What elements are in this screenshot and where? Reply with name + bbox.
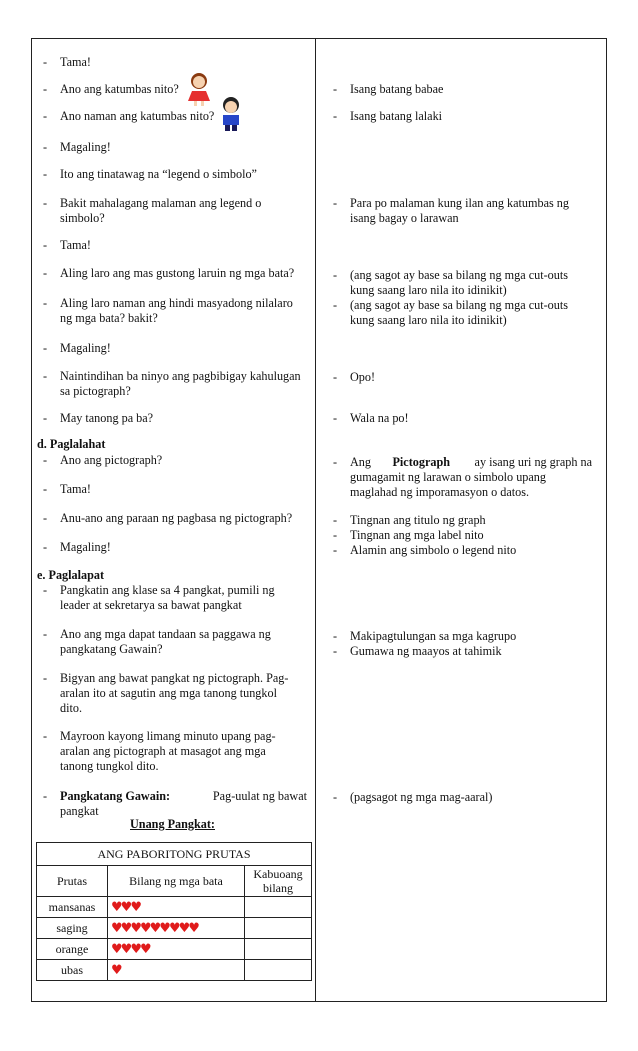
right-line: Wala na po! xyxy=(350,411,409,425)
dash: - xyxy=(333,513,338,527)
right-line: gumagamit ng larawan o simbolo upang xyxy=(350,470,546,484)
right-line: (ang sagot ay base sa bilang ng mga cut-outs xyxy=(350,298,568,312)
right-line: maglahad ng imporamasyon o datos. xyxy=(350,485,530,499)
dash: - xyxy=(43,82,48,96)
left-line: Bakit mahalagang malaman ang legend o xyxy=(60,196,262,210)
left-line: ng mga bata? bakit? xyxy=(60,311,158,325)
left-line: Ano ang mga dapat tandaan sa paggawa ng xyxy=(60,627,271,641)
fruit-cell: orange xyxy=(37,939,108,960)
section-d-heading: d. Paglalahat xyxy=(37,437,106,451)
dash: - xyxy=(333,528,338,542)
heart-icon: ♥ xyxy=(139,941,150,957)
left-line: aralan ang pictograph at masagot ang mga xyxy=(60,744,266,758)
dash: - xyxy=(43,411,48,425)
half-heart-icon: ♥ xyxy=(188,920,198,936)
left-line: Naintindihan ba ninyo ang pagbibigay kahulugan xyxy=(60,369,301,383)
dash: - xyxy=(333,629,338,643)
column-divider xyxy=(315,38,316,1002)
dash: - xyxy=(43,369,48,383)
left-line xyxy=(60,789,307,804)
dash: - xyxy=(43,296,48,310)
left-line: Aling laro ang mas gustong laruin ng mga bata? xyxy=(60,266,295,280)
heart-icon: ♥ xyxy=(130,899,140,915)
left-line: aralan ito at sagutin ang mga tanong tungkol xyxy=(60,686,277,700)
dash: - xyxy=(43,671,48,685)
left-line: Ano ang pictograph? xyxy=(60,453,163,467)
r8-pre: Ang xyxy=(350,455,371,469)
hearts-cell xyxy=(108,939,245,960)
heart-icon: ♥ xyxy=(111,920,121,936)
dash: - xyxy=(43,627,48,641)
left-line: dito. xyxy=(60,701,83,715)
total-cell xyxy=(245,897,312,918)
heart-icon: ♥ xyxy=(111,899,121,915)
dash: - xyxy=(43,109,48,123)
column-header: Prutas xyxy=(37,866,108,897)
heart-icon: ♥ xyxy=(130,941,140,957)
left-line: Bigyan ang bawat pangkat ng pictograph. Pag- xyxy=(60,671,289,685)
right-line: kung saang laro nila ito idinikit) xyxy=(350,313,507,327)
pictograph-table xyxy=(36,842,312,981)
r8-post: ay isang uri ng graph na xyxy=(471,455,592,469)
heart-icon: ♥ xyxy=(120,941,131,957)
dash: - xyxy=(333,790,338,804)
left-line: simbolo? xyxy=(60,211,105,225)
dash: - xyxy=(43,167,48,181)
heart-icon: ♥ xyxy=(159,920,169,936)
heart-icon: ♥ xyxy=(120,920,131,936)
dash: - xyxy=(43,511,48,525)
fruit-cell: mansanas xyxy=(37,897,108,918)
right-line: kung saang laro nila ito idinikit) xyxy=(350,283,507,297)
right-line: Tingnan ang mga label nito xyxy=(350,528,484,542)
heart-icon: ♥ xyxy=(149,920,160,936)
left-line: Mayroon kayong limang minuto upang pag- xyxy=(60,729,276,743)
left-line-rest: Pag-uulat ng bawat xyxy=(209,789,307,803)
dash: - xyxy=(43,55,48,69)
left-line: Magaling! xyxy=(60,540,111,554)
heart-icon: ♥ xyxy=(130,920,140,936)
dash: - xyxy=(43,482,48,496)
group-heading: Unang Pangkat: xyxy=(130,817,215,831)
left-line: leader at sekretarya sa bawat pangkat xyxy=(60,598,242,612)
fruit-cell: saging xyxy=(37,918,108,939)
heart-icon: ♥ xyxy=(111,962,121,978)
dash: - xyxy=(333,196,338,210)
dash: - xyxy=(333,644,338,658)
right-line: Para po malaman kung ilan ang katumbas ng xyxy=(350,196,569,210)
heart-icon: ♥ xyxy=(168,920,179,936)
hearts-cell xyxy=(108,960,245,981)
left-line: Aling laro naman ang hindi masyadong nilalaro xyxy=(60,296,293,310)
left-line: Tama! xyxy=(60,482,91,496)
girl-icon xyxy=(186,71,212,107)
left-line: Tama! xyxy=(60,238,91,252)
heart-icon: ♥ xyxy=(139,920,150,936)
right-line: (ang sagot ay base sa bilang ng mga cut-outs xyxy=(350,268,568,282)
dash: - xyxy=(43,540,48,554)
right-line: Tingnan ang titulo ng graph xyxy=(350,513,486,527)
hearts-cell xyxy=(108,918,245,939)
right-line xyxy=(350,455,592,470)
right-line: Alamin ang simbolo o legend nito xyxy=(350,543,517,557)
pangkatang-gawain-label: Pangkatang Gawain: xyxy=(60,789,171,803)
left-line: pangkat xyxy=(60,804,99,818)
heart-icon: ♥ xyxy=(111,941,121,957)
right-line: Isang batang babae xyxy=(350,82,444,96)
left-line: May tanong pa ba? xyxy=(60,411,154,425)
boy-icon xyxy=(218,96,244,132)
dash: - xyxy=(43,266,48,280)
dash: - xyxy=(333,411,338,425)
dash: - xyxy=(333,268,338,282)
dash: - xyxy=(333,455,338,469)
dash: - xyxy=(43,583,48,597)
section-e-heading: e. Paglalapat xyxy=(37,568,105,582)
right-line: Isang batang lalaki xyxy=(350,109,443,123)
left-line: Ito ang tinatawag na “legend o simbolo” xyxy=(60,167,257,181)
total-cell xyxy=(245,939,312,960)
right-line: Opo! xyxy=(350,370,376,384)
dash: - xyxy=(333,543,338,557)
right-line: Makipagtulungan sa mga kagrupo xyxy=(350,629,517,643)
table-title: ANG PABORITONG PRUTAS xyxy=(37,843,312,866)
left-line: tanong tungkol dito. xyxy=(60,759,159,773)
dash: - xyxy=(43,341,48,355)
dash: - xyxy=(333,82,338,96)
table-row xyxy=(37,960,312,981)
table-row xyxy=(37,918,312,939)
left-line: sa pictograph? xyxy=(60,384,131,398)
dash: - xyxy=(43,238,48,252)
total-cell xyxy=(245,918,312,939)
dash: - xyxy=(333,370,338,384)
column-header: Bilang ng mga bata xyxy=(108,866,245,897)
fruit-cell: ubas xyxy=(37,960,108,981)
table-row xyxy=(37,939,312,960)
right-line: (pagsagot ng mga mag-aaral) xyxy=(350,790,493,804)
dash: - xyxy=(43,729,48,743)
hearts-cell xyxy=(108,897,245,918)
left-line: Ano naman ang katumbas nito? xyxy=(60,109,215,123)
dash: - xyxy=(43,196,48,210)
dash: - xyxy=(43,140,48,154)
left-line: Pangkatin ang klase sa 4 pangkat, pumili ng xyxy=(60,583,275,597)
column-header: Kabuoang bilang xyxy=(245,866,312,897)
right-line: isang bagay o larawan xyxy=(350,211,459,225)
dash: - xyxy=(43,453,48,467)
dash: - xyxy=(43,789,48,803)
left-line: pangkatang Gawain? xyxy=(60,642,163,656)
left-line: Anu-ano ang paraan ng pagbasa ng pictograph? xyxy=(60,511,293,525)
right-line: Gumawa ng maayos at tahimik xyxy=(350,644,502,658)
heart-icon: ♥ xyxy=(178,920,189,936)
left-line: Tama! xyxy=(60,55,91,69)
left-line: Magaling! xyxy=(60,341,111,355)
heart-icon: ♥ xyxy=(120,899,131,915)
dash: - xyxy=(333,109,338,123)
dash: - xyxy=(333,298,338,312)
left-line: Magaling! xyxy=(60,140,111,154)
table-row xyxy=(37,897,312,918)
pictograph-term: Pictograph xyxy=(392,455,451,469)
total-cell xyxy=(245,960,312,981)
left-line: Ano ang katumbas nito? xyxy=(60,82,179,96)
